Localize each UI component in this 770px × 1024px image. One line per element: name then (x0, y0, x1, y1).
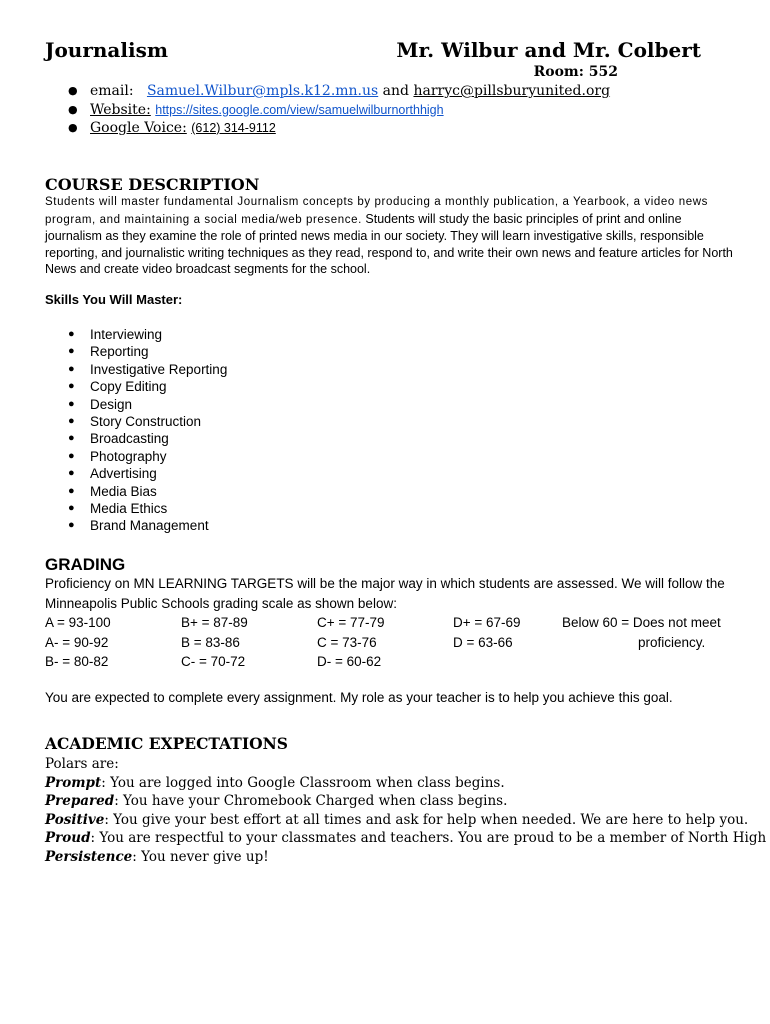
grade-entry: B = 83-86 (181, 634, 240, 650)
list-item: ● Investigative Reporting (68, 361, 228, 377)
voice-label: Google Voice: (90, 120, 187, 136)
bullet-icon: ● (68, 362, 75, 375)
grading-intro: Proficiency on MN LEARNING TARGETS will be the major way in which students are assessed. We will follow the Minneapolis Public Schools grading scale as shown below: (45, 576, 725, 611)
grade-column-5 (562, 613, 721, 652)
grading-heading: GRADING (45, 555, 126, 574)
term: Positive (45, 811, 105, 828)
list-item: ● Story Construction (68, 413, 202, 429)
email-link-colbert[interactable]: harryc@pillsburyunited.org (413, 83, 611, 99)
list-item: Persistence: You never give up! (45, 848, 269, 865)
grade-entry: B+ = 87-89 (181, 615, 248, 630)
bullet-icon: ● (68, 519, 75, 532)
term: Persistence (45, 848, 133, 865)
list-item: Positive: You give your best effort at all times and ask for help when needed. We are here to help you. (45, 811, 749, 828)
term: Prompt (45, 774, 102, 791)
bullet-icon: ● (68, 84, 78, 97)
contact-email-item (68, 82, 610, 101)
bullet-icon: ● (68, 380, 75, 393)
grade-entry: D- = 60-62 (317, 654, 382, 669)
term: Proud (45, 830, 91, 846)
grade-entry: C = 73-76 (317, 634, 377, 650)
bullet-icon: ● (68, 328, 75, 340)
contact-list (68, 82, 610, 138)
course-description-heading: COURSE DESCRIPTION (45, 175, 260, 194)
list-item: ● Interviewing (68, 327, 163, 342)
course-description-text (45, 193, 735, 278)
grade-column-4 (453, 613, 521, 652)
grade-entry: C- = 70-72 (181, 654, 246, 669)
bullet-icon: ● (68, 501, 75, 514)
bullet-icon: ● (68, 467, 75, 480)
grade-entry: A = 93-100 (45, 615, 111, 630)
contact-website-item (68, 101, 610, 120)
contact-voice-item (68, 119, 610, 138)
description-body: Students will study the basic principles of print and online journalism as they examine the role of printed news media in our society. They will learn investigative skills, responsible reporting, and journalistic writing techniques as they read, respond to, and write their own news and feature articles for North News and create video broadcast segments for the school. (45, 211, 733, 276)
bullet-icon: ● (68, 449, 75, 462)
voice-number[interactable]: (612) 314-9112 (191, 121, 276, 135)
email-and: and (378, 83, 414, 99)
academic-expectations-list (45, 755, 766, 866)
academic-expectations-heading: ACADEMIC EXPECTATIONS (45, 734, 288, 753)
grade-entry: proficiency. (638, 634, 706, 650)
email-label: email: (90, 83, 134, 99)
email-link-wilbur[interactable]: Samuel.Wilbur@mpls.k12.mn.us (146, 83, 379, 99)
grade-entry: D+ = 67-69 (453, 615, 521, 630)
bullet-icon: ● (68, 102, 78, 116)
term: Prepared (45, 793, 115, 809)
list-item: ● Photography (68, 448, 167, 464)
list-item: ● Advertising (68, 466, 157, 482)
teachers-heading: Mr. Wilbur and Mr. Colbert (396, 38, 701, 62)
grade-entry: D = 63-66 (453, 634, 513, 650)
list-item: ● Media Ethics (68, 500, 168, 516)
description-lead: Students will master fundamental Journalism concepts by producing a monthly publication, a Yearbook, a video news program, and maintaining a social media/web presence. (45, 196, 708, 226)
bullet-icon: ● (68, 432, 75, 445)
expectation-note: You are expected to complete every assignment. My role as your teacher is to help you achieve this goal. (45, 690, 673, 705)
polars-intro: Polars are: (45, 756, 119, 772)
grade-column-3 (317, 613, 385, 672)
list-item: ● Media Bias (68, 483, 157, 499)
list-item: ● Broadcasting (68, 431, 169, 447)
website-link[interactable]: https://sites.google.com/view/samuelwilburnorthhigh (155, 102, 444, 117)
grade-column-1 (45, 613, 111, 672)
bullet-icon: ● (68, 484, 75, 497)
grade-entry: Below 60 = Does not meet (562, 615, 721, 630)
grade-entry: C+ = 77-79 (317, 615, 385, 630)
course-title: Journalism (45, 38, 168, 62)
skills-list (68, 326, 227, 535)
list-item: ● Design (68, 396, 133, 412)
grade-entry: B- = 80-82 (45, 654, 109, 669)
bullet-icon: ● (68, 397, 75, 410)
website-label: Website: (90, 101, 151, 118)
skills-heading: Skills You Will Master: (45, 292, 183, 307)
bullet-icon: ● (68, 345, 75, 358)
list-item: ● Reporting (68, 344, 149, 360)
grade-entry: A- = 90-92 (45, 634, 109, 650)
list-item: Proud: You are respectful to your classmates and teachers. You are proud to be a member of North High (45, 830, 767, 846)
list-item: ● Copy Editing (68, 379, 167, 395)
list-item: ● Brand Management (68, 518, 209, 534)
room-number: Room: 552 (533, 64, 618, 80)
list-item: Prepared: You have your Chromebook Charged when class begins. (45, 793, 508, 809)
bullet-icon: ● (68, 121, 78, 134)
grade-column-2 (181, 613, 248, 672)
list-item: Prompt: You are logged into Google Classroom when class begins. (45, 774, 505, 791)
bullet-icon: ● (68, 414, 75, 427)
